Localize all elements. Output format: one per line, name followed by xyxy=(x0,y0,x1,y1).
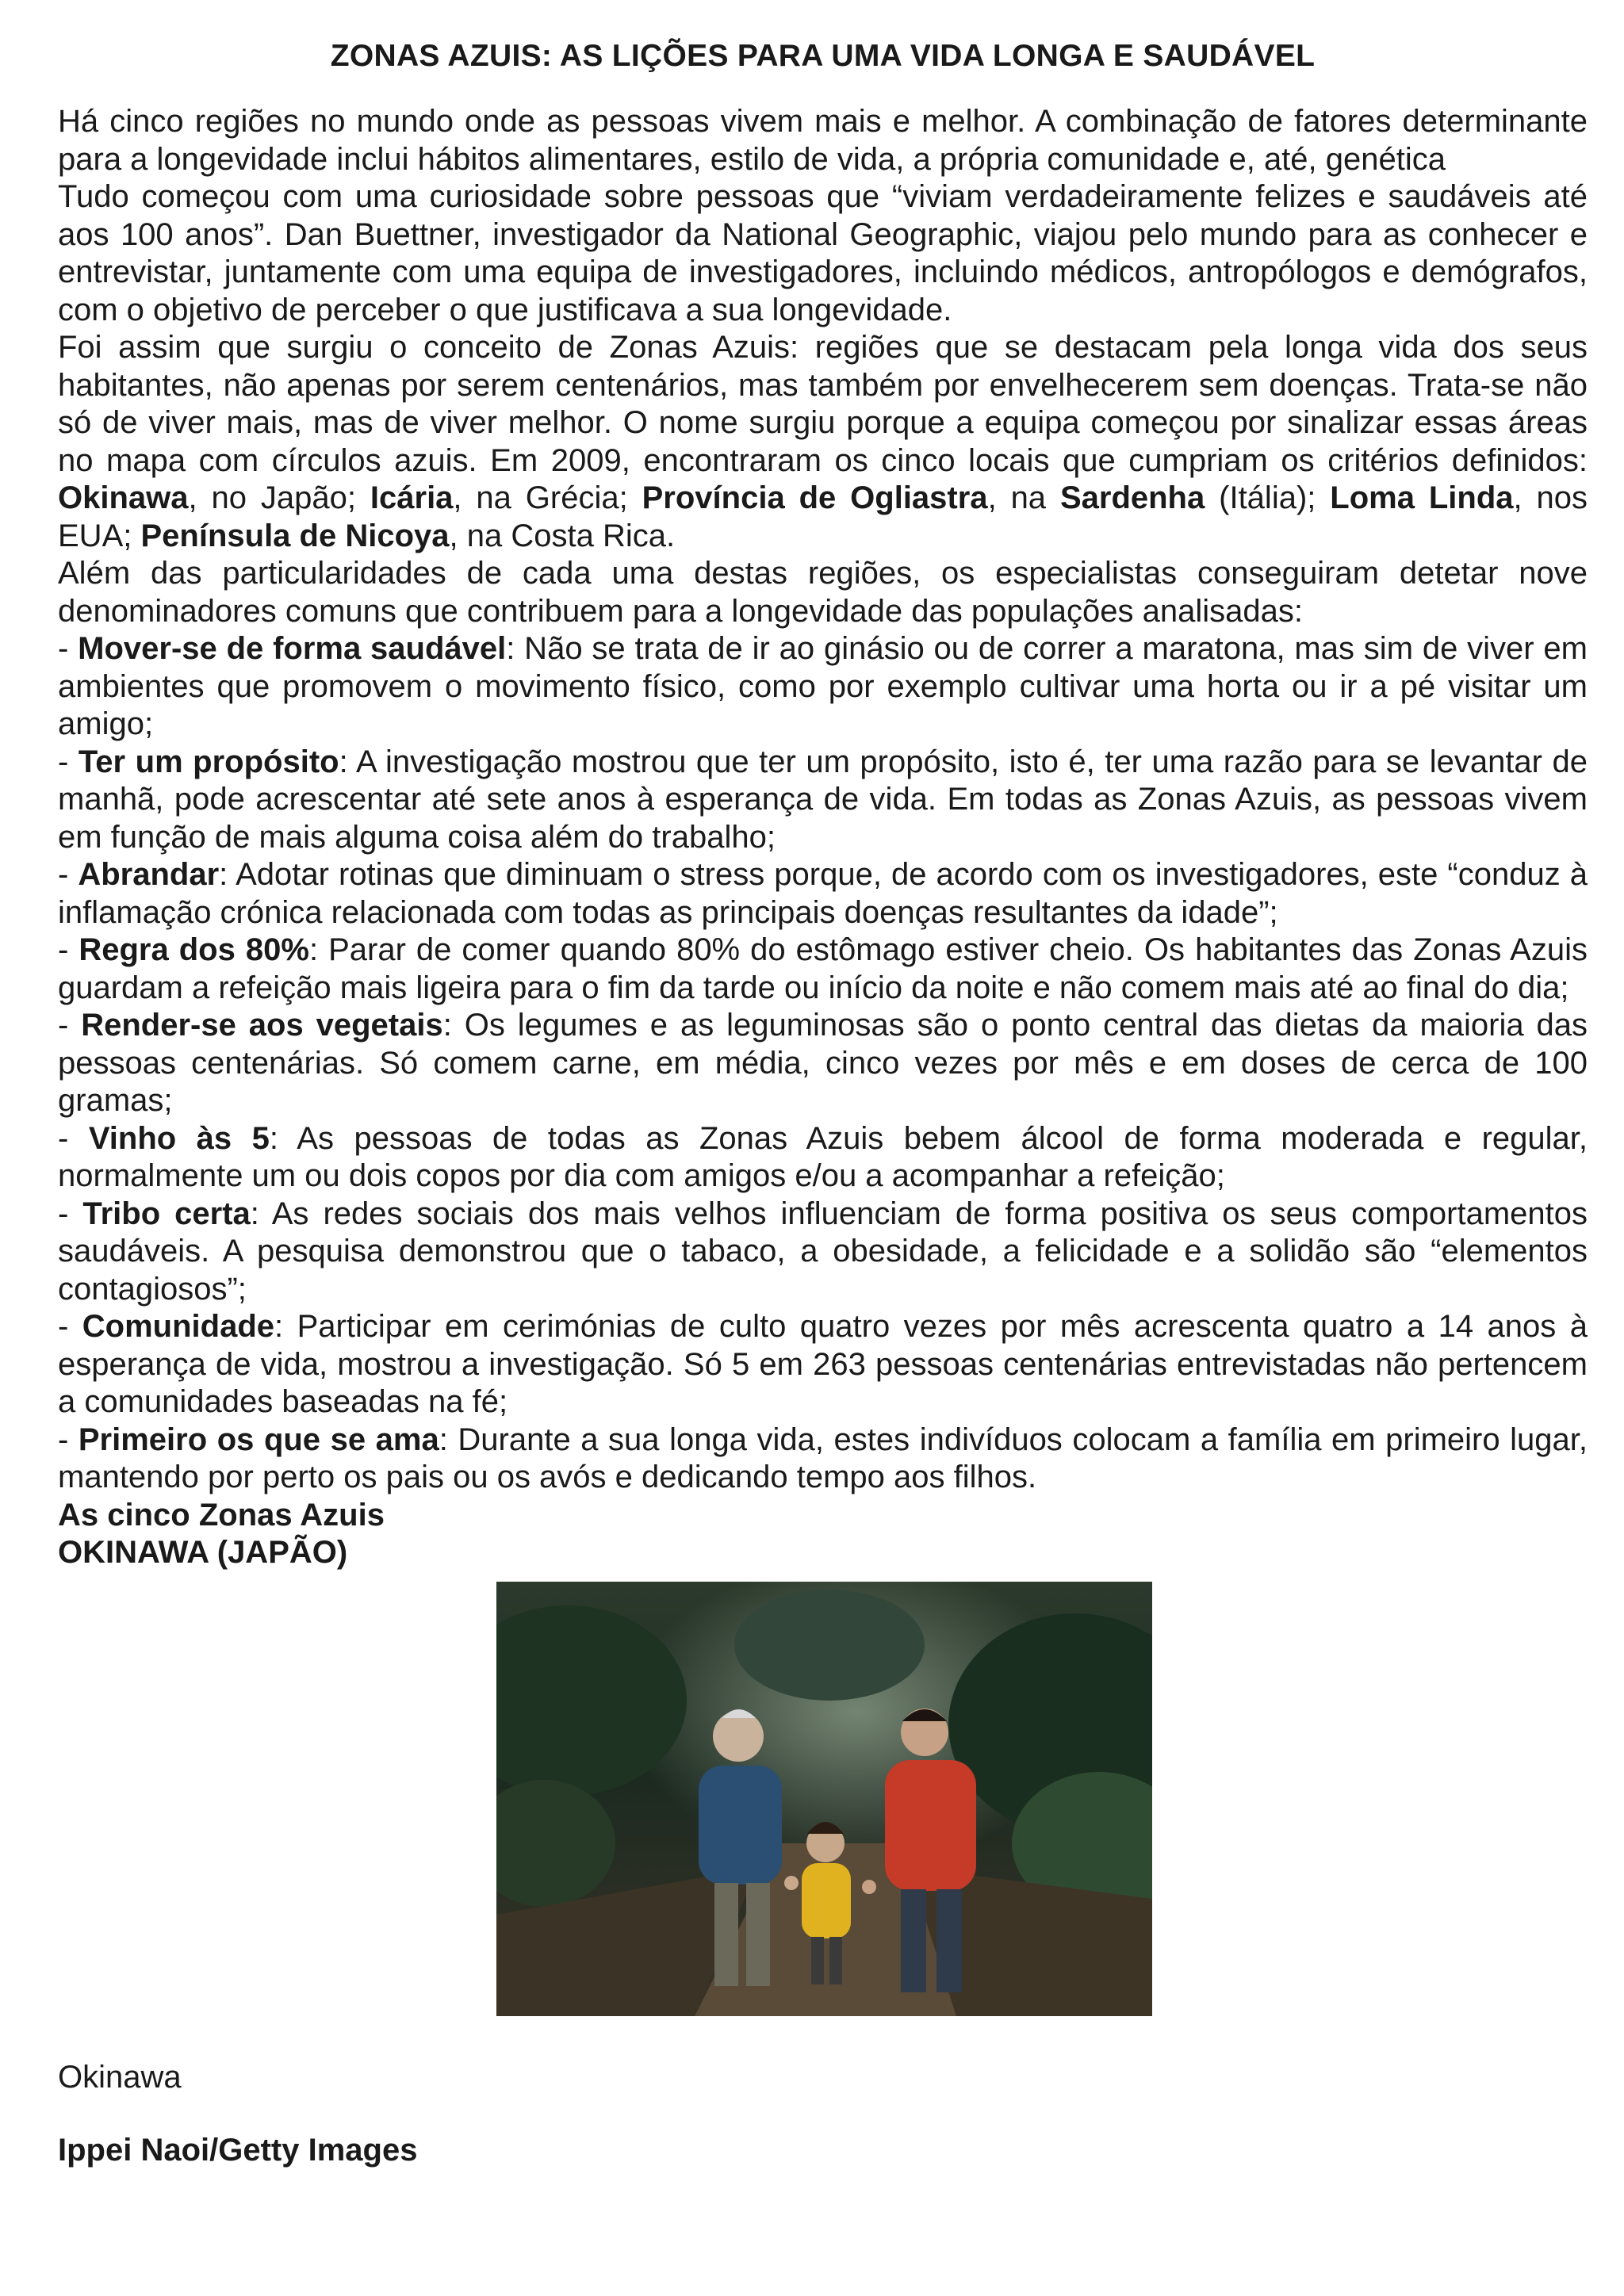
list-item: - Render-se aos vegetais: Os legumes e as leguminosas são o ponto central das dietas da maioria das pessoas centenárias. Só comem carne, em média, cinco vezes por mês e em doses de cerca de 100 gramas; xyxy=(58,1008,1588,1118)
place-loma-linda: Loma Linda xyxy=(1330,480,1514,515)
list-item: - Comunidade: Participar em cerimónias de culto quatro vezes por mês acrescenta quatro a 14 anos à esperança de vida, mostrou a investigação. Só 5 em 263 pessoas centenárias entrevistadas não pertencem a comunidades baseadas na fé; xyxy=(58,1309,1588,1419)
factor-term: Abrandar xyxy=(78,857,220,892)
factor-term: Primeiro os que se ama xyxy=(78,1422,439,1457)
paragraph-blue-zones-concept: Foi assim que surgiu o conceito de Zonas Azuis: regiões que se destacam pela longa vida dos seus habitantes, não apenas por serem centenários, mas também por envelhecerem sem doenças. Trata-se não só de viver mais, mas de viver melhor. O nome surgiu porque a equipa começou por sinalizar essas áreas no mapa com círculos azuis. Em 2009, encontraram os cinco locais que cumpriam os critérios definidos: Okinawa, no Japão; Icária, na Grécia; Província de Ogliastra, na Sardenha (Itália); Loma Linda, nos EUA; Península de Nicoya, na Costa Rica. xyxy=(58,330,1588,553)
paragraph-common-factors: Além das particularidades de cada uma destas regiões, os especialistas conseguiram detetar nove denominadores comuns que contribuem para a longevidade das populações analisadas: xyxy=(58,556,1588,629)
factor-term: Comunidade xyxy=(82,1309,275,1344)
factors-list xyxy=(58,630,1588,1497)
list-item: - Primeiro os que se ama: Durante a sua longa vida, estes indivíduos colocam a família em primeiro lugar, mantendo por perto os pais ou os avós e dedicando tempo aos filhos. xyxy=(58,1422,1588,1494)
factor-term: Tribo certa xyxy=(82,1196,251,1231)
intro-paragraph: Há cinco regiões no mundo onde as pessoas vivem mais e melhor. A combinação de fatores determinante para a longevidade inclui hábitos alimentares, estilo de vida, a própria comunidade e, até, genética xyxy=(58,104,1588,177)
forest-family-photo xyxy=(496,1582,1152,2016)
list-item: - Tribo certa: As redes sociais dos mais velhos influenciam de forma positiva os seus comportamentos saudáveis. A pesquisa demonstrou que o tabaco, a obesidade, a felicidade e a solidão são “elementos contagiosos”; xyxy=(58,1196,1588,1307)
factor-term: Ter um propósito xyxy=(78,744,339,779)
section-heading: As cinco Zonas Azuis xyxy=(58,1497,385,1533)
place-okinawa: Okinawa xyxy=(58,480,189,515)
place-sardenha: Sardenha xyxy=(1059,480,1205,515)
place-ogliastra: Província de Ogliastra xyxy=(642,480,988,515)
list-item: - Vinho às 5: As pessoas de todas as Zonas Azuis bebem álcool de forma moderada e regular, normalmente um ou dois copos por dia com amigos e/ou a acompanhar a refeição; xyxy=(58,1120,1588,1193)
paragraph-origin: Tudo começou com uma curiosidade sobre pessoas que “viviam verdadeiramente felizes e saudáveis até aos 100 anos”. Dan Buettner, investigador da National Geographic, viajou pelo mundo para as conhecer e entrevistar, juntamente com uma equipa de investigadores, incluindo médicos, antropólogos e demógrafos, com o objetivo de perceber o que justificava a sua longevidade. xyxy=(58,179,1588,327)
factor-term: Vinho às 5 xyxy=(88,1120,270,1156)
list-item: - Regra dos 80%: Parar de comer quando 80% do estômago estiver cheio. Os habitantes das Zonas Azuis guardam a refeição mais ligeira para o fim da tarde ou início da noite e não comem mais até ao final do dia; xyxy=(58,932,1588,1005)
list-item: - Mover-se de forma saudável: Não se trata de ir ao ginásio ou de correr a maratona, mas sim de viver em ambientes que promovem o movimento físico, como por exemplo cultivar uma horta ou ir a pé visitar um amigo; xyxy=(58,631,1588,741)
place-icaria: Icária xyxy=(370,480,454,515)
place-nicoya: Península de Nicoya xyxy=(140,518,450,553)
factor-term: Mover-se de forma saudável xyxy=(78,631,507,666)
okinawa-photo xyxy=(496,1582,1152,2016)
subsection-heading: OKINAWA (JAPÃO) xyxy=(58,1535,348,1570)
list-item: - Ter um propósito: A investigação mostrou que ter um propósito, isto é, ter uma razão para se levantar de manhã, pode acrescentar até sete anos à esperança de vida. Em todas as Zonas Azuis, as pessoas vivem em função de mais alguma coisa além do trabalho; xyxy=(58,744,1588,855)
factor-term: Render-se aos vegetais xyxy=(81,1008,443,1043)
photo-caption: Okinawa xyxy=(58,2059,182,2095)
photo-credit: Ippei Naoi/Getty Images xyxy=(58,2133,418,2168)
factor-term: Regra dos 80% xyxy=(79,932,309,967)
article-title: ZONAS AZUIS: AS LIÇÕES PARA UMA VIDA LONGA E SAUDÁVEL xyxy=(330,39,1316,73)
list-item: - Abrandar: Adotar rotinas que diminuam o stress porque, de acordo com os investigadores, este “conduz à inflamação crónica relacionada com todas as principais doenças resultantes da idade”; xyxy=(58,857,1588,930)
